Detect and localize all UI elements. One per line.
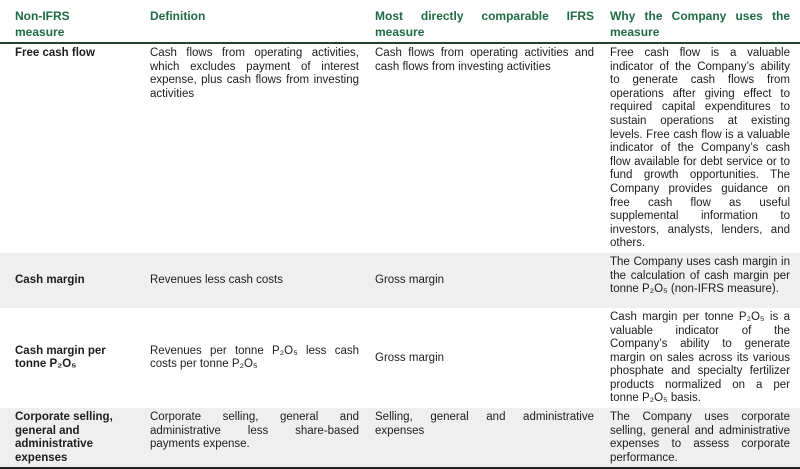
why-used-cell: Cash margin per tonne P₂O₅ is a valuable indicator of the Company’s ability to generate margin on sales across its various phosphate and specialty fertilizer products normalized on a per tonne P₂O₅ basis. [610, 310, 790, 405]
header-definition: Definition [150, 0, 375, 43]
definition-cell: Corporate selling, general and administrative less share-based payments expense. [150, 408, 375, 468]
header-non-ifrs-measure: Non-IFRS measure [0, 0, 150, 43]
header-comparable-ifrs-measure: Most directly comparable IFRS measure [375, 0, 610, 43]
table-row-corporate-sga [0, 408, 800, 468]
comparable-ifrs-cell: Gross margin [375, 253, 610, 308]
comparable-ifrs-cell: Selling, general and administrative expenses [375, 408, 610, 468]
table-row-free-cash-flow [0, 43, 800, 253]
comparable-ifrs-cell: Gross margin [375, 351, 445, 364]
definition-cell: Cash flows from operating activities, which excludes payment of interest expense, plus cash flows from investing activities [150, 47, 359, 100]
measure-cell: Free cash flow [15, 47, 95, 59]
table-row-cash-margin [0, 253, 800, 308]
definition-cell: Revenues less cash costs [150, 253, 375, 308]
why-used-cell: The Company uses cash margin in the calculation of cash margin per tonne P₂O₅ (non-IFRS measure). [610, 253, 800, 308]
header-row [0, 0, 800, 43]
definition-cell: Revenues per tonne P₂O₅ less cash costs per tonne P₂O₅ [150, 344, 359, 371]
measure-cell: Corporate selling, general and administrative expenses [0, 408, 150, 468]
comparable-ifrs-cell: Cash flows from operating activities and cash flows from investing activities [375, 47, 594, 73]
measure-cell: Cash margin [0, 253, 150, 308]
measure-cell: Cash margin per tonne P₂O₅ [15, 344, 106, 371]
why-used-cell: The Company uses corporate selling, general and administrative expenses to assess corporate performance. [610, 408, 800, 468]
why-used-cell: Free cash flow is a valuable indicator of the Company’s ability to generate cash flows from operations after giving effect to required capital expenditures to sustain operations at existing levels. Free cash flow is a valuable indicator of the Company’s cash flow available for debt service or to fund growth opportunities. The Company provides guidance on free cash flow as useful supplemental information to investors, analysts, lenders, and others. [610, 47, 790, 250]
header-why-company-uses: Why the Company uses the measure [610, 0, 800, 43]
table-row-cash-margin-per-tonne [0, 308, 800, 408]
